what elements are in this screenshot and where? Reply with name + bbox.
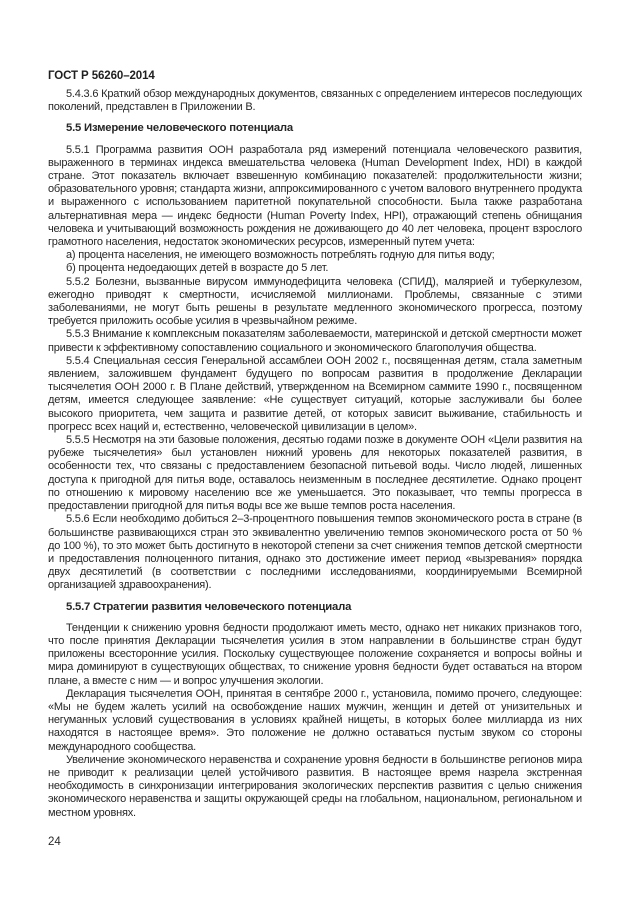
list-item-a: а) процента населения, не имеющего возможность потреблять годную для питья воду; bbox=[66, 249, 495, 262]
list-item-b: б) процента недоедающих детей в возрасте до 5 лет. bbox=[66, 262, 329, 275]
paragraph-5-4-3-6: 5.4.3.6 Краткий обзор международных документов, связанных с определением интересов последующих поколений, представлен в Приложении В. bbox=[48, 88, 582, 114]
paragraph-5-5-2: 5.5.2 Болезни, вызванные вирусом иммунодефицита человека (СПИД), малярией и туберкулезом, ежегодно приводят к смертности, исчисляемой миллионами. Проблемы, связанные с этими заболеваниями, не могут быть решены в результате медленного экономического прогресса, поэтому требуется приложить особые усилия в чрезвычайном режиме. bbox=[48, 275, 582, 328]
paragraph-declaration: Декларация тысячелетия ООН, принятая в сентябре 2000 г., установила, помимо прочего, следующее: «Мы не будем жалеть усилий на освобождение наших мужчин, женщин и детей от унизительных и негуманных условий существования в условиях крайней нищеты, в которых более миллиарда из них находятся в настоящее время». Это положение не должно оставаться пустым звуком со стороны международного сообщества. bbox=[48, 687, 582, 753]
paragraph-5-5-3: 5.5.3 Внимание к комплексным показателям заболеваемости, материнской и детской смертности может привести к эффективному сопоставлению социального и экономического благополучия общества. bbox=[48, 328, 582, 354]
document-content bbox=[48, 88, 582, 820]
section-heading-5-5-7: 5.5.7 Стратегии развития человеческого потенциала bbox=[66, 600, 352, 613]
paragraph-trends: Тенденции к снижению уровня бедности продолжают иметь место, однако нет никаких признаков того, что после принятия Декларации тысячелетия усилия в этом направлении в большинстве стран будут приложены всесторонние усилия. Поскольку существующее положение сохраняется и вопросы войны и мира доминируют в существующих обществах, то снижение уровня бедности будет оставаться на втором плане, а вместе с ним — и вопрос улучшения экологии. bbox=[48, 621, 582, 687]
paragraph-5-5-1: 5.5.1 Программа развития ООН разработала ряд измерений потенциала человеческого развития, выраженного в терминах индекса вмешательства человека (Human Development Index, HDI) в каждой стране. Этот показатель включает взвешенную комбинацию показателей: продолжительности жизни; образовательного уровня; стандарта жизни, аппроксимированного с учетом валового внутреннего продукта и выраженного с использованием паритетной покупательной способности. Была также разработана альтернативная мера — индекс бедности (Human Poverty Index, HPI), отражающий степень обнищания человека и учитывающий возможность рождения не доживающего до 40 лет человека, процент взрослого грамотного населения, недостаток экономических ресурсов, измеренный путем учета: bbox=[48, 143, 582, 249]
paragraph-5-5-6: 5.5.6 Если необходимо добиться 2–3-процентного повышения темпов экономического роста в стране (в большинстве развивающихся стран это эквивалентно увеличению темпов экономического роста от 50 % до 100 %), то это может быть достигнуто в некоторой степени за счет снижения темпов детской смертности и предоставления полноценного питания, однако это достижение имеет период «вызревания» порядка двух десятилетий (в соответствии с последними исследованиями, координируемыми Всемирной организацией здравоохранения). bbox=[48, 513, 582, 592]
page-number: 24 bbox=[48, 836, 61, 848]
paragraph-5-5-4: 5.5.4 Специальная сессия Генеральной ассамблеи ООН 2002 г., посвященная детям, стала заметным явлением, заложившем фундамент будущего по вопросам развития в продолжение Декларации тысячелетия ООН 2000 г. В Плане действий, утвержденном на Всемирном саммите 1990 г., посвященном детям, имеется следующее заявление: «Не существует ситуаций, которые заслуживали бы более высокого приоритета, чем защита и развитие детей, от которых зависит выживание, стабильность и прогресс всех наций и, естественно, человеческой цивилизации в целом». bbox=[48, 354, 582, 433]
running-header-standard-number: ГОСТ Р 56260–2014 bbox=[48, 70, 155, 82]
paragraph-inequality: Увеличение экономического неравенства и сохранение уровня бедности в большинстве регионов мира не приводит к реализации целей устойчивого развития. В настоящее время назрела экстренная необходимость в синхронизации интегрирования экологических перспектив развития с целью снижения экономического неравенства и защиты окружающей среды на глобальном, национальном, региональном и местном уровнях. bbox=[48, 753, 582, 819]
section-heading-5-5: 5.5 Измерение человеческого потенциала bbox=[66, 122, 293, 135]
paragraph-5-5-5: 5.5.5 Несмотря на эти базовые положения, десятью годами позже в документе ООН «Цели развития на рубеже тысячелетия» был установлен нижний уровень для некоторых показателей развития, в особенности тех, что связаны с предоставлением безопасной питьевой воды. Число людей, лишенных доступа к пригодной для питья воде, оставалось неизменным в последнее десятилетие. Однако процент по отношению к мировому населению все же уменьшается. Это показывает, что темпы прогресса в предоставлении пригодной для питья воды все же выше темпов роста населения. bbox=[48, 434, 582, 513]
